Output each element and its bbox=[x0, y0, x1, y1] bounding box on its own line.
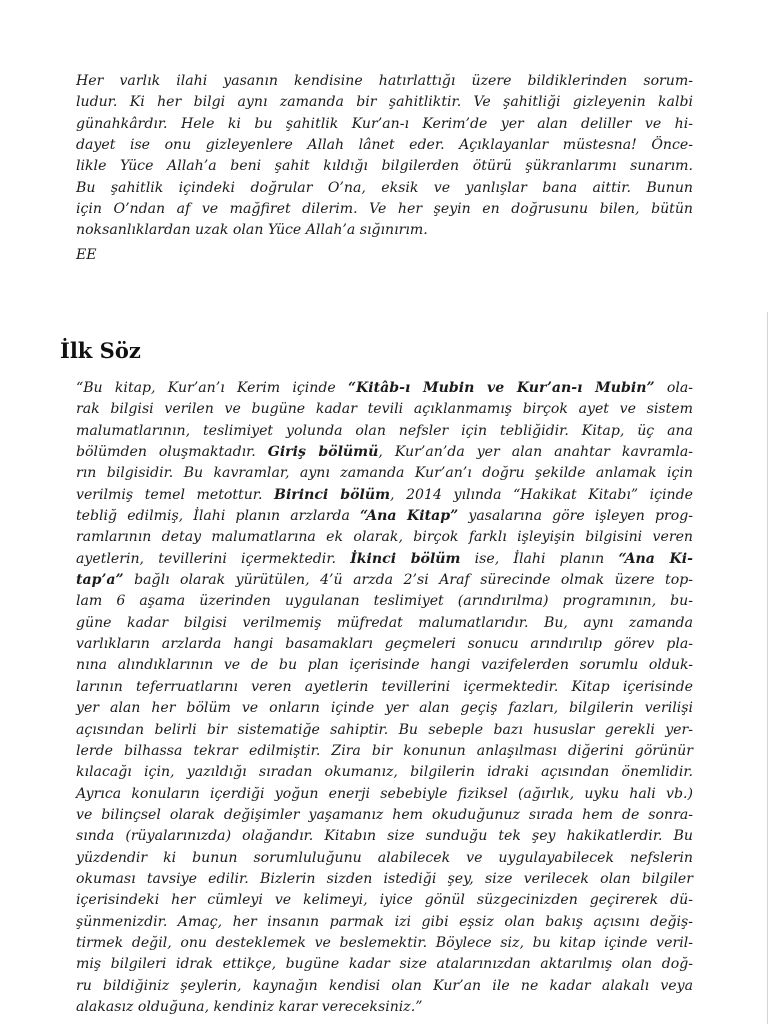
text-segment: verilmiş temel metottur. bbox=[76, 486, 275, 503]
text-line bbox=[76, 527, 693, 548]
text-line bbox=[76, 784, 693, 805]
text-segment: ise, İlahi planın bbox=[460, 550, 619, 567]
emphasis-text: Giriş bölümü bbox=[267, 444, 379, 461]
text-segment: için O’ndan af ve mağfiret dilerim. Ve her şeyin en doğrusunu bilen, bütün bbox=[76, 201, 693, 218]
text-line bbox=[76, 463, 693, 484]
text-segment: yer alan her bölüm ve onların içinde yer alan geçiş fazları, bilgilerin verilişi bbox=[76, 700, 693, 717]
text-line bbox=[76, 199, 693, 220]
text-segment: yasalarına göre işleyen prog- bbox=[458, 508, 694, 525]
text-segment: güne kadar bilgisi verilmemiş müfredat malumatlarıdır. Bu, aynı zamanda bbox=[76, 614, 693, 631]
author-initials: EE bbox=[76, 247, 97, 263]
text-segment: yüzdendir ki bunun sorumluluğunu alabilecek ve uygulayabilecek nefslerin bbox=[76, 849, 693, 866]
text-line bbox=[76, 591, 693, 612]
text-line bbox=[76, 869, 693, 890]
text-line bbox=[76, 135, 693, 156]
text-line bbox=[76, 506, 693, 527]
text-line bbox=[76, 442, 693, 463]
text-line bbox=[76, 890, 693, 911]
text-segment: ayetlerin, tevillerini içermektedir. bbox=[76, 550, 351, 567]
emphasis-text: tap’a” bbox=[76, 572, 124, 589]
text-line bbox=[76, 741, 693, 762]
text-line bbox=[76, 954, 693, 975]
text-segment: dayet ise onu gizleyenlere Allah lânet eder. Açıklayanlar müstesna! Önce- bbox=[76, 137, 693, 154]
text-segment: sında (rüyalarınızda) olağandır. Kitabın size sunduğu tek şey hakikatlerdir. Bu bbox=[76, 828, 693, 845]
text-segment: noksanlıklardan uzak olan Yüce Allah’a sığınırım. bbox=[76, 222, 428, 239]
text-line bbox=[76, 912, 693, 933]
text-line bbox=[76, 698, 693, 719]
text-line bbox=[76, 762, 693, 783]
text-segment: tebliğ edilmiş, İlahi planın arzlarda bbox=[76, 508, 360, 525]
text-segment: , 2014 yılında “Hakikat Kitabı” içinde bbox=[390, 486, 693, 503]
text-segment: açısından belirli bir sistematiğe sahiptir. Bu sebeple bazı hususlar gerekli yer- bbox=[76, 721, 693, 738]
text-line bbox=[76, 826, 693, 847]
text-segment: “Bu kitap, Kur’an’ı Kerim içinde bbox=[76, 380, 348, 396]
text-line bbox=[76, 997, 693, 1018]
section-body-paragraph bbox=[76, 378, 693, 1018]
text-segment: Her varlık ilahi yasanın kendisine hatırlattığı üzere bildiklerinden sorum- bbox=[76, 73, 693, 89]
emphasis-text: “Ana Ki- bbox=[618, 550, 694, 567]
text-segment: içerisindeki her cümleyi ve kelimeyi, iyice gönül süzgecinizden geçirerek dü- bbox=[76, 892, 693, 909]
text-segment: ve bilinçsel olarak değişimler yaşamanız hem okuduğunuz sırada hem de sonra- bbox=[76, 806, 693, 823]
text-segment: lerde bilhassa tekrar edilmiştir. Zira bir konunun anlaşılması diğerini görünür bbox=[76, 742, 693, 759]
text-segment: , Kur’an’da yer alan anahtar kavramla- bbox=[378, 444, 694, 461]
text-line bbox=[76, 848, 693, 869]
preface-paragraph bbox=[76, 71, 693, 242]
text-segment: malumatlarının, teslimiyet yolunda olan nefsler için tebliğidir. Kitap, üç ana bbox=[76, 422, 693, 439]
text-line bbox=[76, 634, 693, 655]
text-segment: bağlı olarak yürütülen, 4’ü arzda 2’si Araf sürecinde olmak üzere top- bbox=[123, 572, 693, 589]
text-segment: Bu şahitlik içindeki doğrular O’na, eksik ve yanlışlar bana aittir. Bunun bbox=[76, 179, 693, 196]
text-line bbox=[76, 71, 693, 92]
text-line bbox=[76, 378, 693, 399]
text-segment: larının teferruatlarını veren ayetlerin tevillerini içermektedir. Kitap içerisinde bbox=[76, 678, 693, 695]
text-segment: likle Yüce Allah’a beni şahit kıldığı bilgilerden ötürü şükranlarımı sunarım. bbox=[76, 158, 693, 175]
emphasis-text: Birinci bölüm bbox=[274, 486, 391, 503]
text-segment: şünmenizdir. Amaç, her insanın parmak izi gibi eşsiz olan bakış açısını değiş- bbox=[76, 913, 693, 930]
text-line bbox=[76, 549, 693, 570]
text-segment: ru bildiğiniz şeylerin, kaynağın kendisi olan Kur’an ile ne kadar alakalı veya bbox=[76, 977, 693, 994]
text-line bbox=[76, 677, 693, 698]
text-line bbox=[76, 220, 693, 241]
text-segment: bölümden oluşmaktadır. bbox=[76, 444, 268, 461]
text-segment: miş bilgileri idrak ettikçe, bugüne kadar size atalarınızdan aktarılmış olan doğ- bbox=[76, 956, 693, 973]
text-line bbox=[76, 655, 693, 676]
emphasis-text: “Ana Kitap” bbox=[360, 508, 459, 525]
text-segment: rak bilgisi verilen ve bugüne kadar tevili açıklanmamış birçok ayet ve sistem bbox=[76, 401, 693, 418]
emphasis-text: “Kitâb-ı Mubin ve Kur’an-ı Mubin” bbox=[347, 380, 655, 396]
text-line bbox=[76, 421, 693, 442]
text-segment: lam 6 aşama üzerinden uygulanan teslimiyet (arındırılma) programının, bu- bbox=[76, 593, 693, 610]
text-segment: ludur. Ki her bilgi aynı zamanda bir şahitliktir. Ve şahitliği gizleyenin kalbi bbox=[76, 94, 693, 111]
text-segment: Ayrıca konuların içerdiği yoğun enerji sebebiyle fiziksel (ağırlık, uyku hali vb.) bbox=[76, 785, 693, 802]
text-line bbox=[76, 92, 693, 113]
text-line bbox=[76, 805, 693, 826]
text-segment: kılacağı için, yazıldığı sıradan okumanız, bilgilerin idraki açısından önemlidir. bbox=[76, 764, 693, 781]
text-line bbox=[76, 156, 693, 177]
text-segment: alakasız olduğuna, kendiniz karar vereceksiniz.” bbox=[76, 998, 423, 1015]
text-line bbox=[76, 178, 693, 199]
text-line bbox=[76, 570, 693, 591]
text-line bbox=[76, 613, 693, 634]
text-segment: günahkârdır. Hele ki bu şahitlik Kur’an-ı Kerim’de yer alan deliller ve hi- bbox=[76, 115, 693, 132]
text-line bbox=[76, 399, 693, 420]
text-segment: rın bilgisidir. Bu kavramlar, aynı zamanda Kur’an’ı doğru şekilde anlamak için bbox=[76, 465, 693, 482]
text-segment: nına alındıklarının ve de bu plan içerisinde hangi vazifelerden sorumlu olduk- bbox=[76, 657, 693, 674]
section-title: İlk Söz bbox=[60, 338, 141, 363]
text-segment: okuması tavsiye edilir. Bizlerin sizden istediği şey, size verilecek olan bilgiler bbox=[76, 870, 693, 887]
text-line bbox=[76, 933, 693, 954]
text-line bbox=[76, 485, 693, 506]
text-segment: ola- bbox=[654, 380, 693, 396]
text-segment: varlıkların arzlarda hangi basamakları geçmeleri sonucu arındırılıp görev pla- bbox=[76, 636, 693, 653]
emphasis-text: İkinci bölüm bbox=[350, 550, 461, 567]
text-line bbox=[76, 976, 693, 997]
text-segment: ramlarının detay malumatlarına ek olarak, birçok farklı işleyişin bilgisini veren bbox=[76, 529, 693, 546]
text-segment: tirmek değil, onu desteklemek ve beslemektir. Böylece siz, bu kitap içinde veril- bbox=[76, 934, 693, 951]
text-line bbox=[76, 114, 693, 135]
text-line bbox=[76, 720, 693, 741]
